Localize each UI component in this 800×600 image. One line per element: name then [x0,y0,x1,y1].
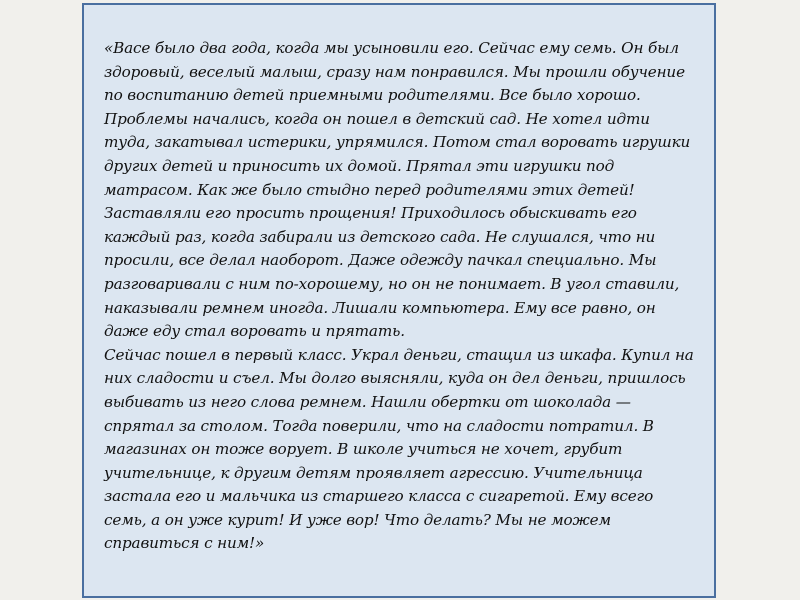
text-panel [82,3,716,598]
story-paragraph-2: Сейчас пошел в первый класс. Украл деньги, стащил из шкафа. Купил на них сладости и съел. Мы долго выясняли, куда он дел деньги, пришлось выбивать из него слова ремнем. Нашли обертки от шоколада — спрятал за столом. Тогда поверили, что на сладости потратил. В магазинах он тоже ворует. В школе учиться не хочет, грубит учительнице, к другим детям проявляет агрессию. Учительница застала его и мальчика из старшего класса с сигаретой. Ему всего семь, а он уже курит! И уже вор! Что делать? Мы не можем справиться с ним!» [104,345,694,553]
story-paragraph-1: «Васе было два года, когда мы усыновили его. Сейчас ему семь. Он был здоровый, веселый малыш, сразу нам понравился. Мы прошли обучение по воспитанию детей приемными родителями. Все было хорошо. Проблемы начались, когда он пошел в детский сад. Не хотел идти туда, закатывал истерики, упрямился. Потом стал воровать игрушки других детей и приносить их домой. Прятал эти игрушки под матрасом. Как же было стыдно перед родителями этих детей! Заставляли его просить прощения! Приходилось обыскивать его каждый раз, когда забирали из детского сада. Не слушался, что ни просили, все делал наоборот. Даже одежду пачкал специально. Мы разговаривали с ним по-хорошему, но он не понимает. В угол ставили, наказывали ремнем иногда. Лишали компьютера. Ему все равно, он даже еду стал воровать и прятать. [104,39,691,341]
